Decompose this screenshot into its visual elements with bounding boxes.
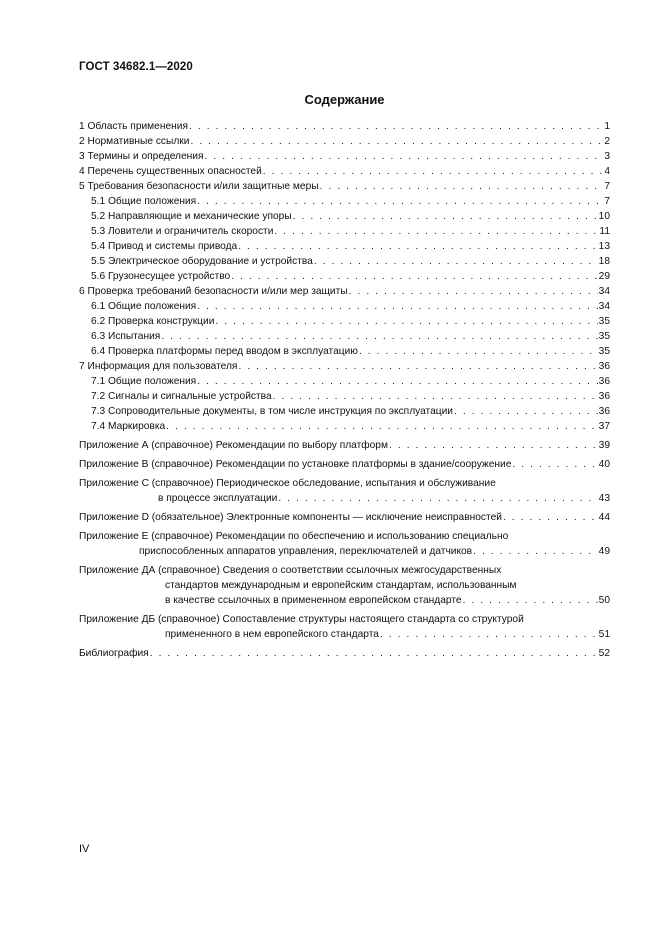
toc-entry-5-6[interactable] <box>79 269 610 284</box>
toc-entry-label: 5.1 Общие положения <box>91 196 197 207</box>
toc-entry-page: 40 <box>598 459 610 470</box>
toc-entry-page: 10 <box>598 211 610 222</box>
toc-entry-1[interactable] <box>79 119 610 134</box>
toc-entry-page: 36 <box>598 406 610 417</box>
toc-entry-page: 39 <box>598 440 610 451</box>
toc-entry-label: 5.4 Привод и системы привода <box>91 241 238 252</box>
toc-entry-label: 7 Информация для пользователя <box>79 361 238 372</box>
toc-entry-line: Приложение ДБ (справочное) Сопоставление структуры настоящего стандарта со структурой <box>79 614 524 625</box>
toc-entry-7[interactable] <box>79 359 610 374</box>
toc-entry-label: 6 Проверка требований безопасности и/или мер защиты <box>79 286 348 297</box>
toc-entry-page: 4 <box>604 166 610 177</box>
page-number: IV <box>79 843 90 855</box>
page-title: Содержание <box>304 92 385 107</box>
toc-entry-appendix-e[interactable] <box>79 529 610 559</box>
toc-entry-page: 7 <box>604 181 610 192</box>
toc-entry-line: Приложение C (справочное) Периодическое обследование, испытания и обслуживание <box>79 478 496 489</box>
toc-entry-5-3[interactable] <box>79 224 610 239</box>
toc-entry-label: Приложение D (обязательное) Электронные компоненты — исключение неисправностей <box>79 512 502 523</box>
toc-entry-page: 36 <box>598 391 610 402</box>
toc-entry-label: 5.5 Электрическое оборудование и устройства <box>91 256 313 267</box>
toc-entry-6-3[interactable] <box>79 329 610 344</box>
toc-entry-page: 35 <box>598 346 610 357</box>
toc-entry-label: 7.2 Сигналы и сигнальные устройства <box>91 391 272 402</box>
toc-entry-6-4[interactable] <box>79 344 610 359</box>
toc-entry-page: 18 <box>598 256 610 267</box>
toc-entry-appendix-a[interactable] <box>79 438 610 453</box>
toc-entry-appendix-db[interactable] <box>79 612 610 642</box>
toc-entry-7-2[interactable] <box>79 389 610 404</box>
toc-entry-line: приспособленных аппаратов управления, переключателей и датчиков <box>139 546 473 557</box>
toc-entry-page: 2 <box>604 136 610 147</box>
toc-entry-label: 7.4 Маркировка <box>91 421 166 432</box>
toc-entry-2[interactable] <box>79 134 610 149</box>
toc-entry-line: в процессе эксплуатации <box>158 493 278 504</box>
toc-entry-appendix-da[interactable] <box>79 563 610 608</box>
toc-entry-appendix-b[interactable] <box>79 457 610 472</box>
toc-entry-appendix-d[interactable] <box>79 510 610 525</box>
toc-entry-label: 7.3 Сопроводительные документы, в том числе инструкция по эксплуатации <box>91 406 453 417</box>
toc-entry-label: Приложение B (справочное) Рекомендации по установке платформы в здание/сооружение <box>79 459 512 470</box>
toc-entry-page: 3 <box>604 151 610 162</box>
table-of-contents <box>79 119 610 661</box>
toc-entry-label: 4 Перечень существенных опасностей <box>79 166 262 177</box>
toc-entry-page: 44 <box>598 512 610 523</box>
toc-entry-7-1[interactable] <box>79 374 610 389</box>
toc-entry-label: 6.3 Испытания <box>91 331 161 342</box>
toc-entry-5-5[interactable] <box>79 254 610 269</box>
toc-entry-4[interactable] <box>79 164 610 179</box>
toc-entry-label: 6.1 Общие положения <box>91 301 197 312</box>
toc-entry-label: 5.6 Грузонесущее устройство <box>91 271 231 282</box>
toc-entry-label: 5.2 Направляющие и механические упоры <box>91 211 292 222</box>
toc-entry-7-4[interactable] <box>79 419 610 434</box>
toc-entry-6[interactable] <box>79 284 610 299</box>
standard-code: ГОСТ 34682.1—2020 <box>79 61 193 73</box>
toc-entry-page: 51 <box>598 629 610 640</box>
toc-entry-page: 50 <box>598 595 610 606</box>
toc-entry-6-2[interactable] <box>79 314 610 329</box>
toc-entry-page: 36 <box>598 376 610 387</box>
toc-entry-5-4[interactable] <box>79 239 610 254</box>
toc-entry-page: 29 <box>598 271 610 282</box>
toc-entry-6-1[interactable] <box>79 299 610 314</box>
toc-entry-label: 6.4 Проверка платформы перед вводом в эксплуатацию <box>91 346 358 357</box>
toc-entry-line: в качестве ссылочных в примененном европейском стандарте <box>165 595 462 606</box>
toc-entry-label: 5 Требования безопасности и/или защитные меры <box>79 181 319 192</box>
toc-entry-page: 13 <box>598 241 610 252</box>
toc-entry-page: 49 <box>598 546 610 557</box>
toc-entry-label: 5.3 Ловители и ограничитель скорости <box>91 226 274 237</box>
toc-entry-label: 6.2 Проверка конструкции <box>91 316 215 327</box>
toc-entry-label: Библиография <box>79 648 149 659</box>
toc-entry-3[interactable] <box>79 149 610 164</box>
toc-entry-page: 52 <box>598 648 610 659</box>
toc-entry-page: 11 <box>599 226 610 237</box>
toc-entry-page: 34 <box>598 301 610 312</box>
toc-entry-page: 35 <box>598 316 610 327</box>
toc-entry-5-1[interactable] <box>79 194 610 209</box>
toc-entry-page: 43 <box>598 493 610 504</box>
toc-entry-page: 35 <box>598 331 610 342</box>
toc-entry-label: 3 Термины и определения <box>79 151 204 162</box>
toc-entry-appendix-c[interactable] <box>79 476 610 506</box>
toc-entry-line: Приложение E (справочное) Рекомендации по обеспечению и использованию специально <box>79 531 509 542</box>
toc-entry-line: Приложение ДА (справочное) Сведения о соответствии ссылочных межгосударственных <box>79 565 502 576</box>
toc-entry-line: примененного в нем европейского стандарта <box>165 629 379 640</box>
toc-entry-label: Приложение А (справочное) Рекомендации по выбору платформ <box>79 440 388 451</box>
toc-entry-label: 1 Область применения <box>79 121 188 132</box>
toc-entry-page: 34 <box>598 286 610 297</box>
toc-entry-7-3[interactable] <box>79 404 610 419</box>
toc-entry-bibliography[interactable] <box>79 646 610 661</box>
toc-entry-line: стандартов международным и европейским стандартам, использованным <box>165 580 517 591</box>
toc-entry-5[interactable] <box>79 179 610 194</box>
toc-entry-label: 2 Нормативные ссылки <box>79 136 190 147</box>
toc-entry-5-2[interactable] <box>79 209 610 224</box>
toc-entry-page: 37 <box>598 421 610 432</box>
toc-entry-page: 36 <box>598 361 610 372</box>
toc-entry-page: 7 <box>604 196 610 207</box>
toc-entry-label: 7.1 Общие положения <box>91 376 197 387</box>
toc-entry-page: 1 <box>604 121 610 132</box>
